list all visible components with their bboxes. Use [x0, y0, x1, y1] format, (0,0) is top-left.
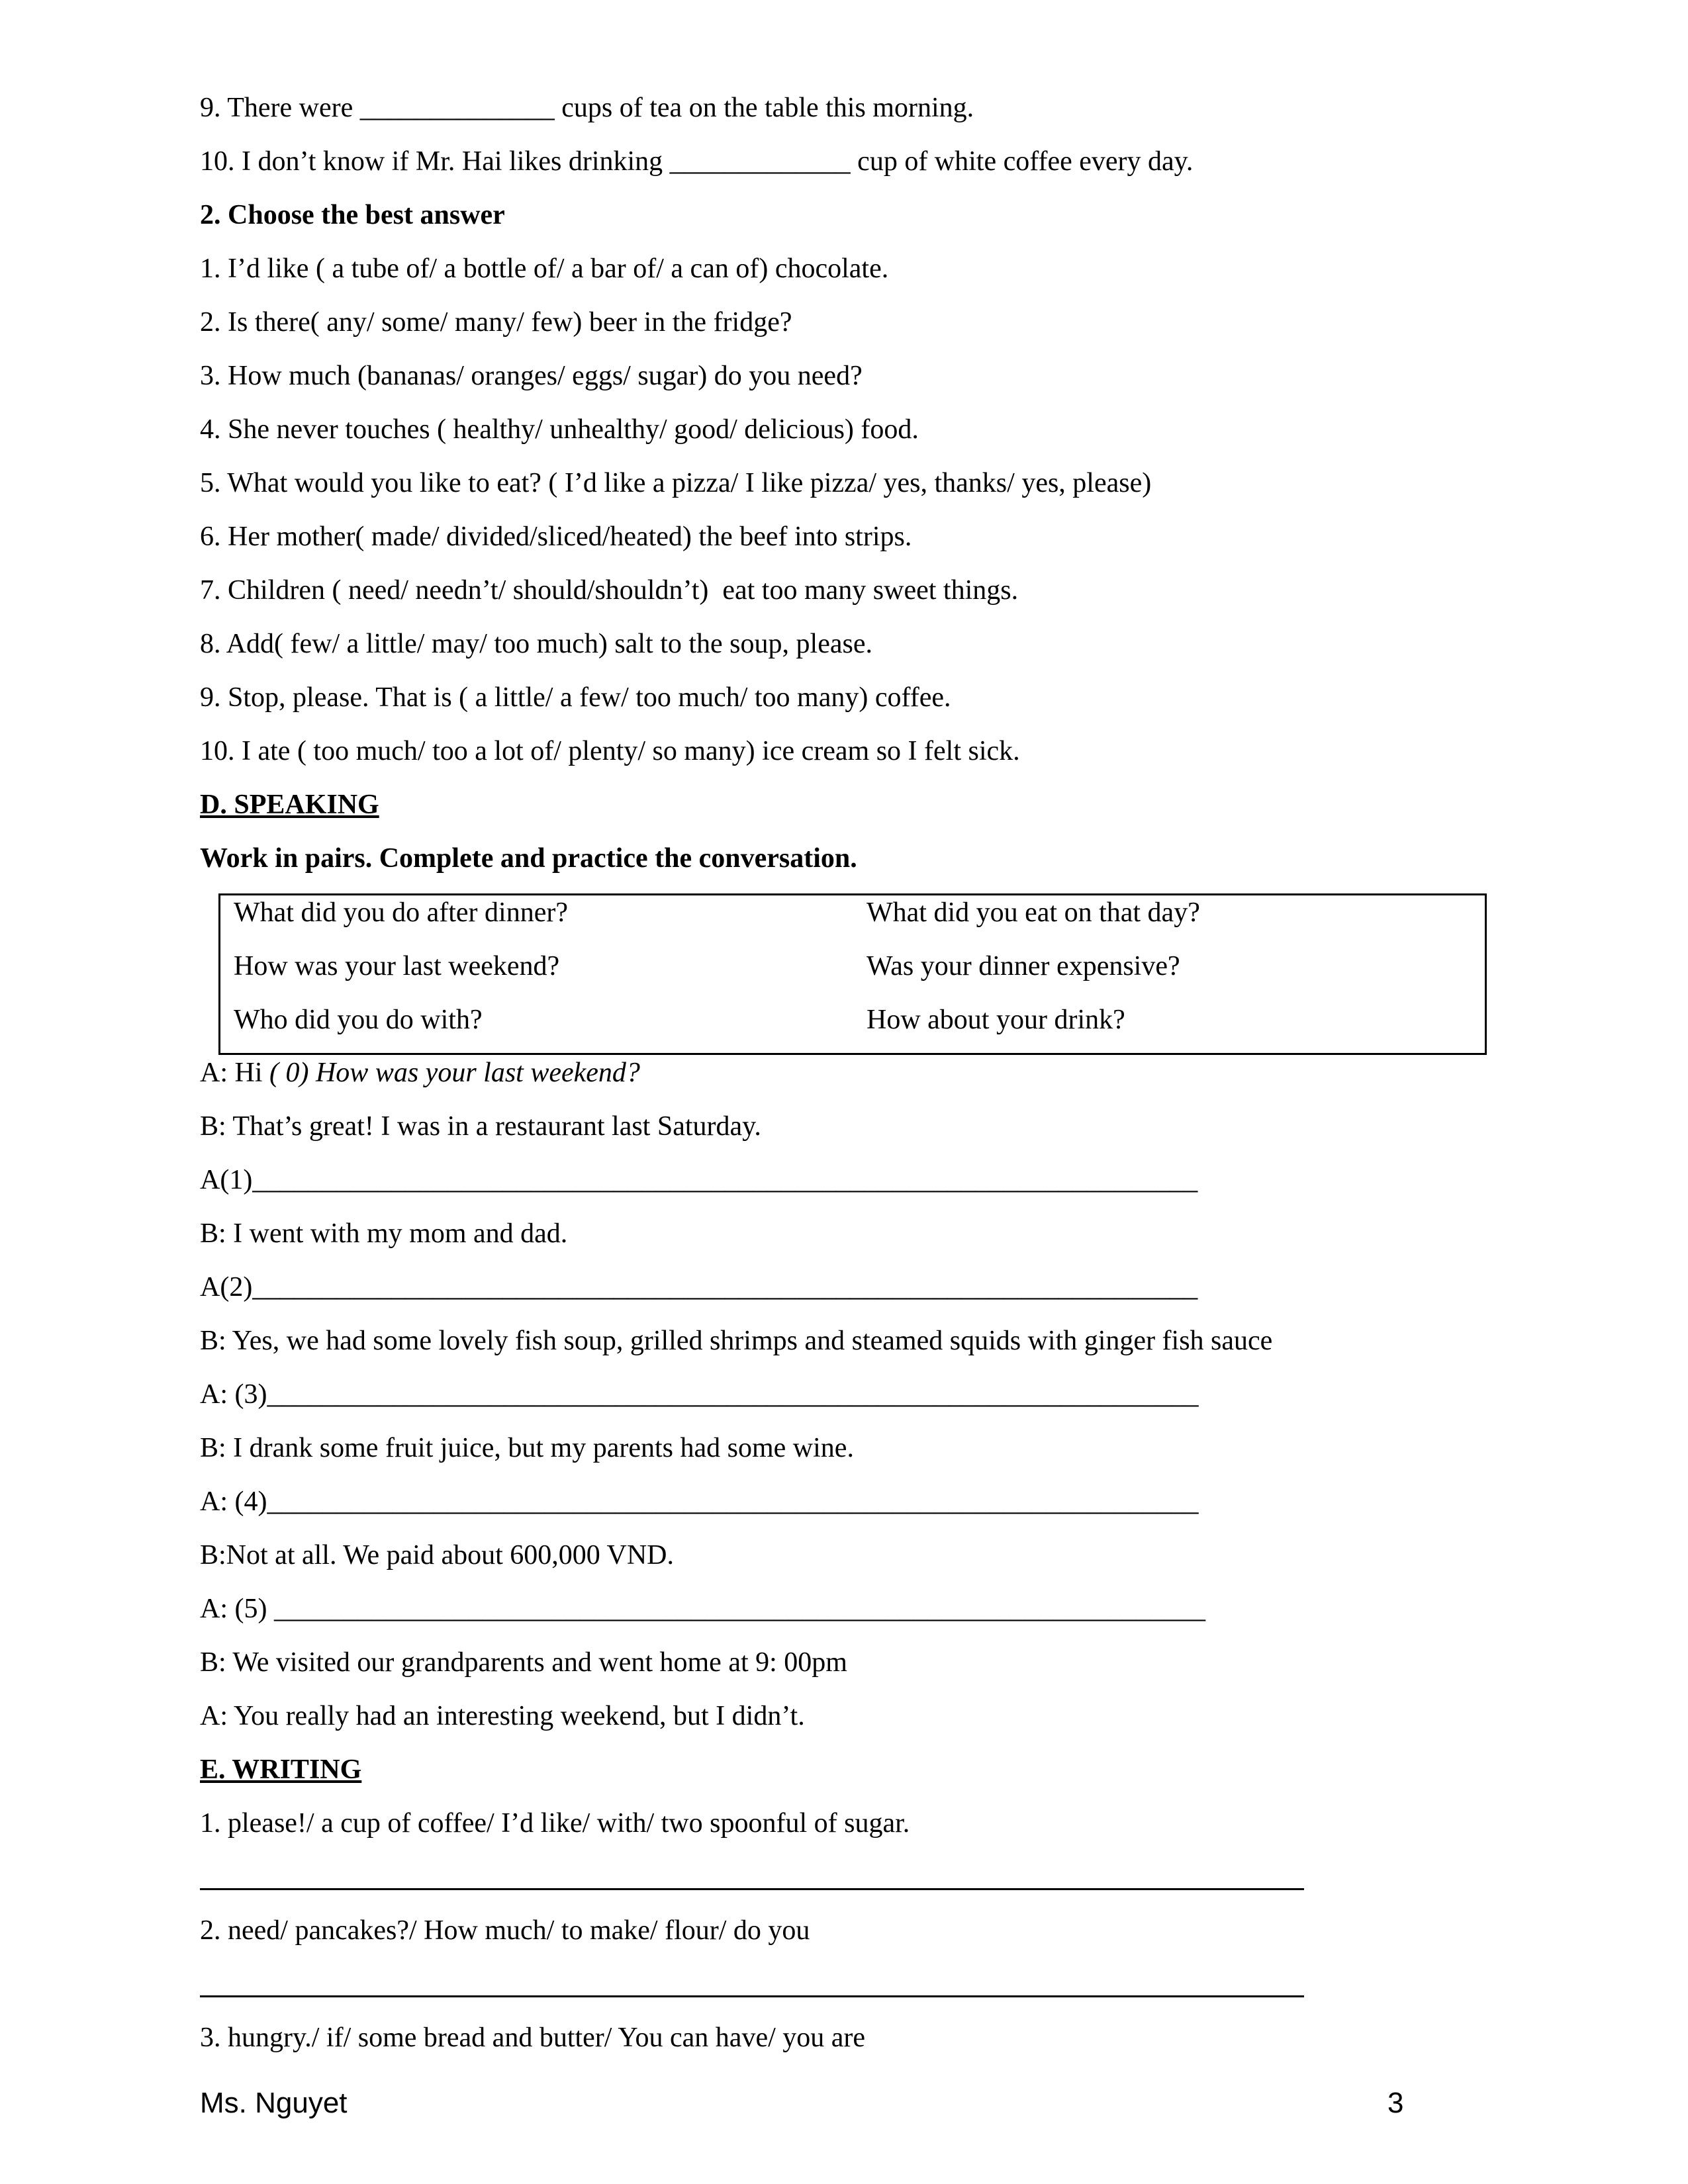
choose-best-item-1: 1. I’d like ( a tube of/ a bottle of/ a bar of/ a can of) chocolate. [200, 253, 889, 284]
dialogue-line-a6: A: You really had an interesting weekend, but I didn’t. [200, 1701, 805, 1731]
choose-best-item-3: 3. How much (bananas/ oranges/ eggs/ sugar) do you need? [200, 361, 863, 391]
page-number: 3 [1387, 2087, 1404, 2119]
exercise-c-item-9: 9. There were ______________ cups of tea on the table this morning. [200, 93, 974, 123]
choose-best-item-2: 2. Is there( any/ some/ many/ few) beer in the fridge? [200, 307, 792, 338]
footer-author: Ms. Nguyet [200, 2087, 348, 2119]
dialogue-line-b3: B: Yes, we had some lovely fish soup, grilled shrimps and steamed squids with ginger fish sauce [200, 1326, 1273, 1356]
choose-best-item-8: 8. Add( few/ a little/ may/ too much) salt to the soup, please. [200, 629, 872, 659]
writing-item-3: 3. hungry./ if/ some bread and butter/ You can have/ you are [200, 2023, 866, 2053]
question-box-left-1: What did you do after dinner? [234, 897, 568, 928]
dialogue-a0-prefix: A: Hi [200, 1058, 269, 1088]
exercise-c-item-10: 10. I don’t know if Mr. Hai likes drinking _____________ cup of white coffee every day. [200, 146, 1194, 177]
dialogue-line-b6: B: We visited our grandparents and went home at 9: 00pm [200, 1647, 847, 1678]
writing-item-1: 1. please!/ a cup of coffee/ I’d like/ with/ two spoonful of sugar. [200, 1808, 910, 1839]
dialogue-line-b4: B: I drank some fruit juice, but my parents had some wine. [200, 1433, 854, 1463]
choose-best-heading: 2. Choose the best answer [200, 200, 505, 230]
choose-best-item-5: 5. What would you like to eat? ( I’d like a pizza/ I like pizza/ yes, thanks/ yes, please) [200, 468, 1152, 498]
speaking-instruction: Work in pairs. Complete and practice the conversation. [200, 843, 857, 874]
dialogue-line-a5: A: (5) ___________________________________________________________________ [200, 1594, 1205, 1624]
dialogue-line-b1: B: That’s great! I was in a restaurant last Saturday. [200, 1111, 761, 1142]
dialogue-line-a1: A(1)____________________________________________________________________ [200, 1165, 1198, 1195]
question-box-left-3: Who did you do with? [234, 1005, 483, 1035]
dialogue-line-a4: A: (4)___________________________________________________________________ [200, 1486, 1199, 1517]
question-box-right-1: What did you eat on that day? [867, 897, 1200, 928]
dialogue-line-a2: A(2)____________________________________________________________________ [200, 1272, 1198, 1302]
dialogue-a0-example: ( 0) How was your last weekend? [269, 1058, 640, 1088]
question-box-left-2: How was your last weekend? [234, 951, 560, 981]
dialogue-line-b5: B:Not at all. We paid about 600,000 VND. [200, 1540, 674, 1570]
dialogue-line-a3: A: (3)___________________________________________________________________ [200, 1379, 1199, 1410]
choose-best-item-10: 10. I ate ( too much/ too a lot of/ plenty/ so many) ice cream so I felt sick. [200, 736, 1020, 766]
writing-answer-line-1 [200, 1888, 1304, 1890]
dialogue-line-a0 [200, 1056, 640, 1089]
choose-best-item-4: 4. She never touches ( healthy/ unhealthy/ good/ delicious) food. [200, 414, 919, 445]
question-box-right-3: How about your drink? [867, 1005, 1125, 1035]
choose-best-item-9: 9. Stop, please. That is ( a little/ a few/ too much/ too many) coffee. [200, 682, 951, 713]
writing-heading: E. WRITING [200, 1754, 362, 1785]
speaking-heading: D. SPEAKING [200, 790, 379, 820]
writing-answer-line-2 [200, 1995, 1304, 1997]
question-box [218, 893, 1487, 1055]
writing-item-2: 2. need/ pancakes?/ How much/ to make/ flour/ do you [200, 1915, 810, 1946]
dialogue-line-b2: B: I went with my mom and dad. [200, 1218, 568, 1249]
choose-best-item-6: 6. Her mother( made/ divided/sliced/heated) the beef into strips. [200, 522, 912, 552]
choose-best-item-7: 7. Children ( need/ needn’t/ should/shouldn’t) eat too many sweet things. [200, 575, 1019, 606]
question-box-right-2: Was your dinner expensive? [867, 951, 1180, 981]
